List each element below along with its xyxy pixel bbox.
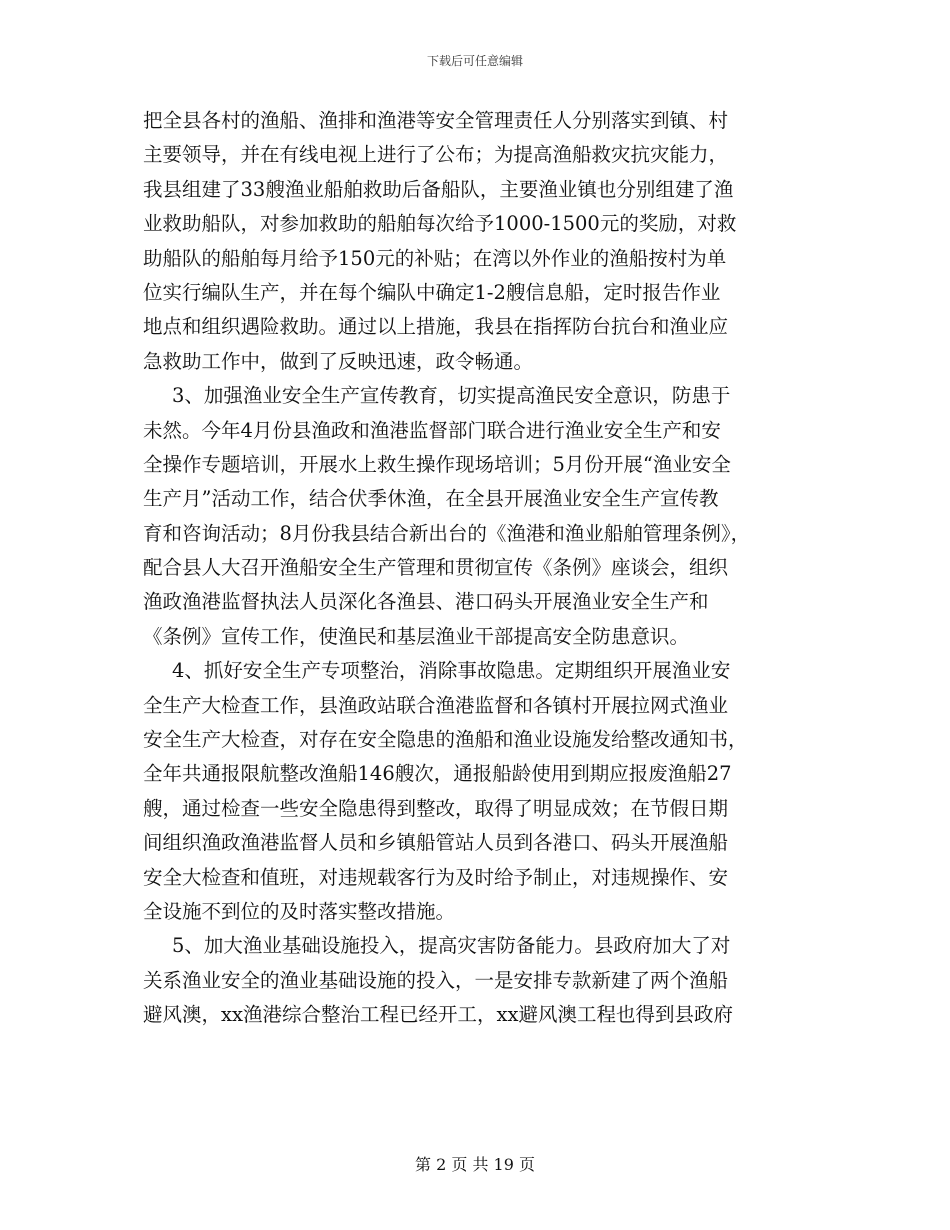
text-line: 安全生产大检查，对存在安全隐患的渔船和渔业设施发给整改通知书， xyxy=(143,728,748,752)
text-line: 全年共通报限航整改渔船146艘次，通报船龄使用到期应报废渔船27 xyxy=(143,762,732,786)
text-line: 急救助工作中，做到了反映迅速，政令畅通。 xyxy=(143,349,534,373)
text-line: 主要领导，并在有线电视上进行了公布；为提高渔船救灾抗灾能力， xyxy=(143,143,729,167)
document-body xyxy=(143,104,811,1033)
text-line: 助船队的船舶每月给予150元的补贴；在湾以外作业的渔船按村为单 xyxy=(143,246,727,270)
text-line: 安全大检查和值班，对违规载客行为及时给予制止，对违规操作、安 xyxy=(143,865,729,889)
text-line: 间组织渔政渔港监督人员和乡镇船管站人员到各港口、码头开展渔船 xyxy=(143,831,729,855)
text-line: 位实行编队生产，并在每个编队中确定1-2艘信息船，定时报告作业 xyxy=(143,280,721,304)
text-line: 生产月”活动工作，结合伏季休渔，在全县开展渔业安全生产宣传教 xyxy=(143,487,719,511)
page-header: 下载后可任意编辑 xyxy=(426,54,523,68)
text-line: 全操作专题培训，开展水上救生操作现场培训；5月份开展“渔业安全 xyxy=(143,452,731,476)
text-line: 配合县人大召开渔船安全生产管理和贯彻宣传《条例》座谈会，组织 xyxy=(143,556,729,580)
text-line: 地点和组织遇险救助。通过以上措施，我县在指挥防台抗台和渔业应 xyxy=(143,315,729,339)
text-line: 业救助船队，对参加救助的船舶每次给予1000-1500元的奖励，对救 xyxy=(143,212,737,236)
text-line: 艘，通过检查一些安全隐患得到整改，取得了明显成效；在节假日期 xyxy=(143,796,729,820)
text-line: 渔政渔港监督执法人员深化各渔县、港口码头开展渔业安全生产和 xyxy=(143,590,709,614)
page-footer: 第 2 页 共 19 页 xyxy=(415,1155,535,1174)
paragraph-start-line: 4、抓好安全生产专项整治，消除事故隐患。定期组织开展渔业安 xyxy=(172,659,731,683)
text-line: 关系渔业安全的渔业基础设施的投入，一是安排专款新建了两个渔船 xyxy=(143,968,729,992)
text-line: 把全县各村的渔船、渔排和渔港等安全管理责任人分别落实到镇、村 xyxy=(143,109,729,132)
text-line: 我县组建了33艘渔业船舶救助后备船队，主要渔业镇也分别组建了渔 xyxy=(143,177,734,201)
text-line: 全生产大检查工作，县渔政站联合渔港监督和各镇村开展拉网式渔业 xyxy=(143,693,729,717)
paragraph-start-line: 5、加大渔业基础设施投入，提高灾害防备能力。县政府加大了对 xyxy=(172,934,731,958)
paragraph-start-line: 3、加强渔业安全生产宣传教育，切实提高渔民安全意识，防患于 xyxy=(172,384,731,408)
text-line: 未然。今年4月份县渔政和渔港监督部门联合进行渔业安全生产和安 xyxy=(143,418,721,442)
text-line: 全设施不到位的及时落实整改措施。 xyxy=(143,899,456,923)
text-line: 《条例》宣传工作，使渔民和基层渔业干部提高安全防患意识。 xyxy=(143,624,690,648)
text-line: 育和咨询活动；8月份我县结合新出台的《渔港和渔业船舶管理条例》， xyxy=(143,521,751,545)
text-line: 避风澳，xx渔港综合整治工程已经开工，xx避风澳工程也得到县政府 xyxy=(143,1003,733,1027)
